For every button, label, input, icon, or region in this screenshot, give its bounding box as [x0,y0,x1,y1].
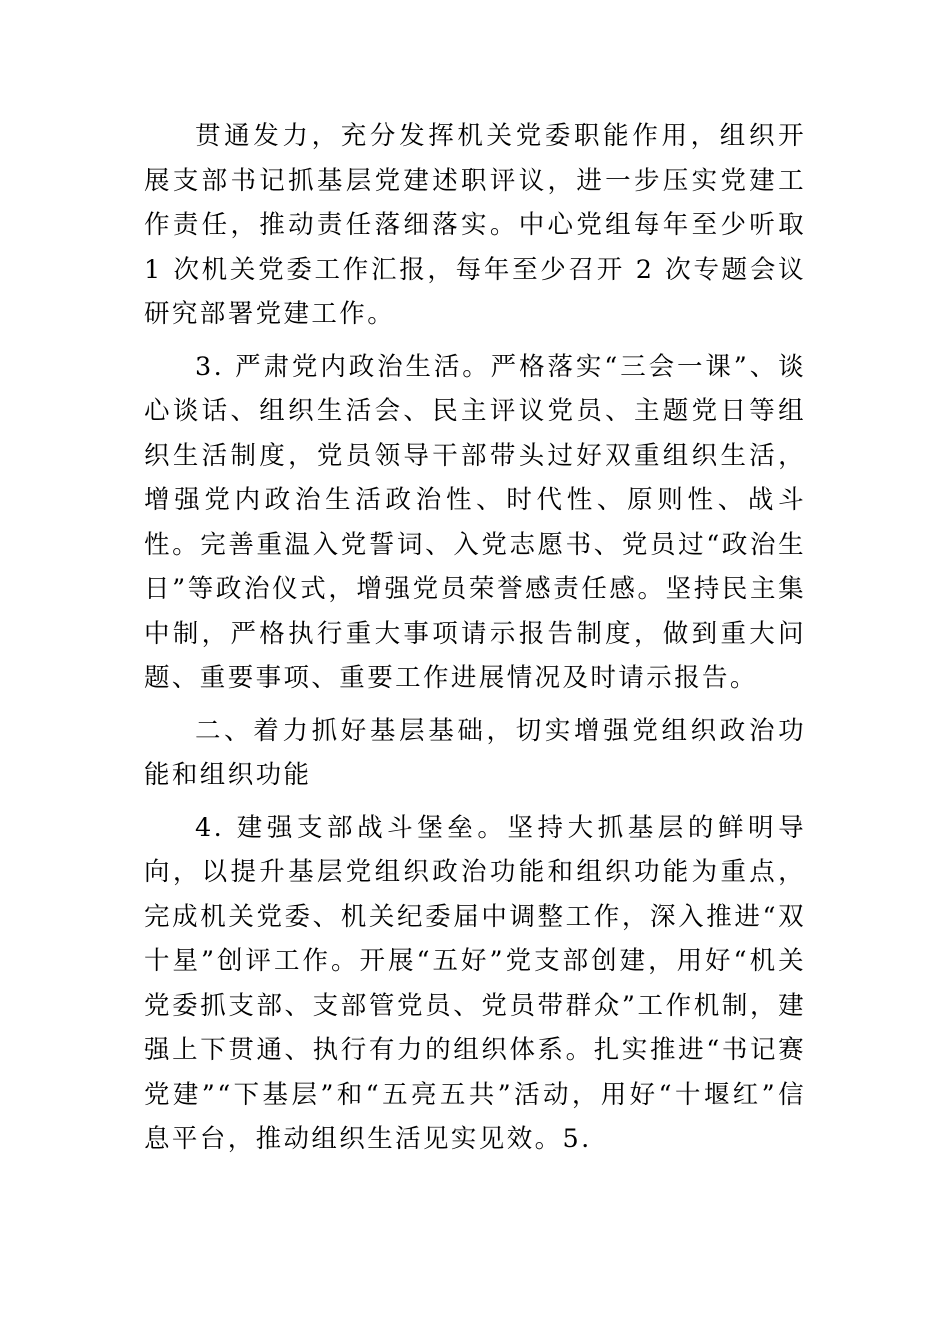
paragraph-political-life: 3. 严肃党内政治生活。严格落实“三会一课”、谈心谈话、组织生活会、民主评议党员、主题党日等组织生活制度，党员领导干部带头过好双重组织生活，增强党内政治生活政治性、时代性、原则性、战斗性。完善重温入党誓词、入党志愿书、党员过“政治生日”等政治仪式，增强党员荣誉感责任感。坚持民主集中制，严格执行重大事项请示报告制度，做到重大问题、重要事项、重要工作进展情况及时请示报告。 [144,351,806,693]
paragraph-continuation: 贯通发力，充分发挥机关党委职能作用，组织开展支部书记抓基层党建述职评议，进一步压实党建工作责任，推动责任落细落实。中心党组每年至少听取 1 次机关党委工作汇报，每年至少召开 2 次专题会议研究部署党建工作。 [144,121,806,329]
paragraph-branch-building: 4. 建强支部战斗堡垒。坚持大抓基层的鲜明导向，以提升基层党组织政治功能和组织功能为重点，完成机关党委、机关纪委届中调整工作，深入推进“双十星”创评工作。开展“五好”党支部创建，用好“机关党委抓支部、支部管党员、党员带群众”工作机制，建强上下贯通、执行有力的组织体系。扎实推进“书记赛党建”“下基层”和“五亮五共”活动，用好“十堰红”信息平台，推动组织生活见实见效。5. [144,812,806,1154]
document-body [144,114,806,1170]
section-heading-two: 二、着力抓好基层基础，切实增强党组织政治功能和组织功能 [144,715,806,790]
